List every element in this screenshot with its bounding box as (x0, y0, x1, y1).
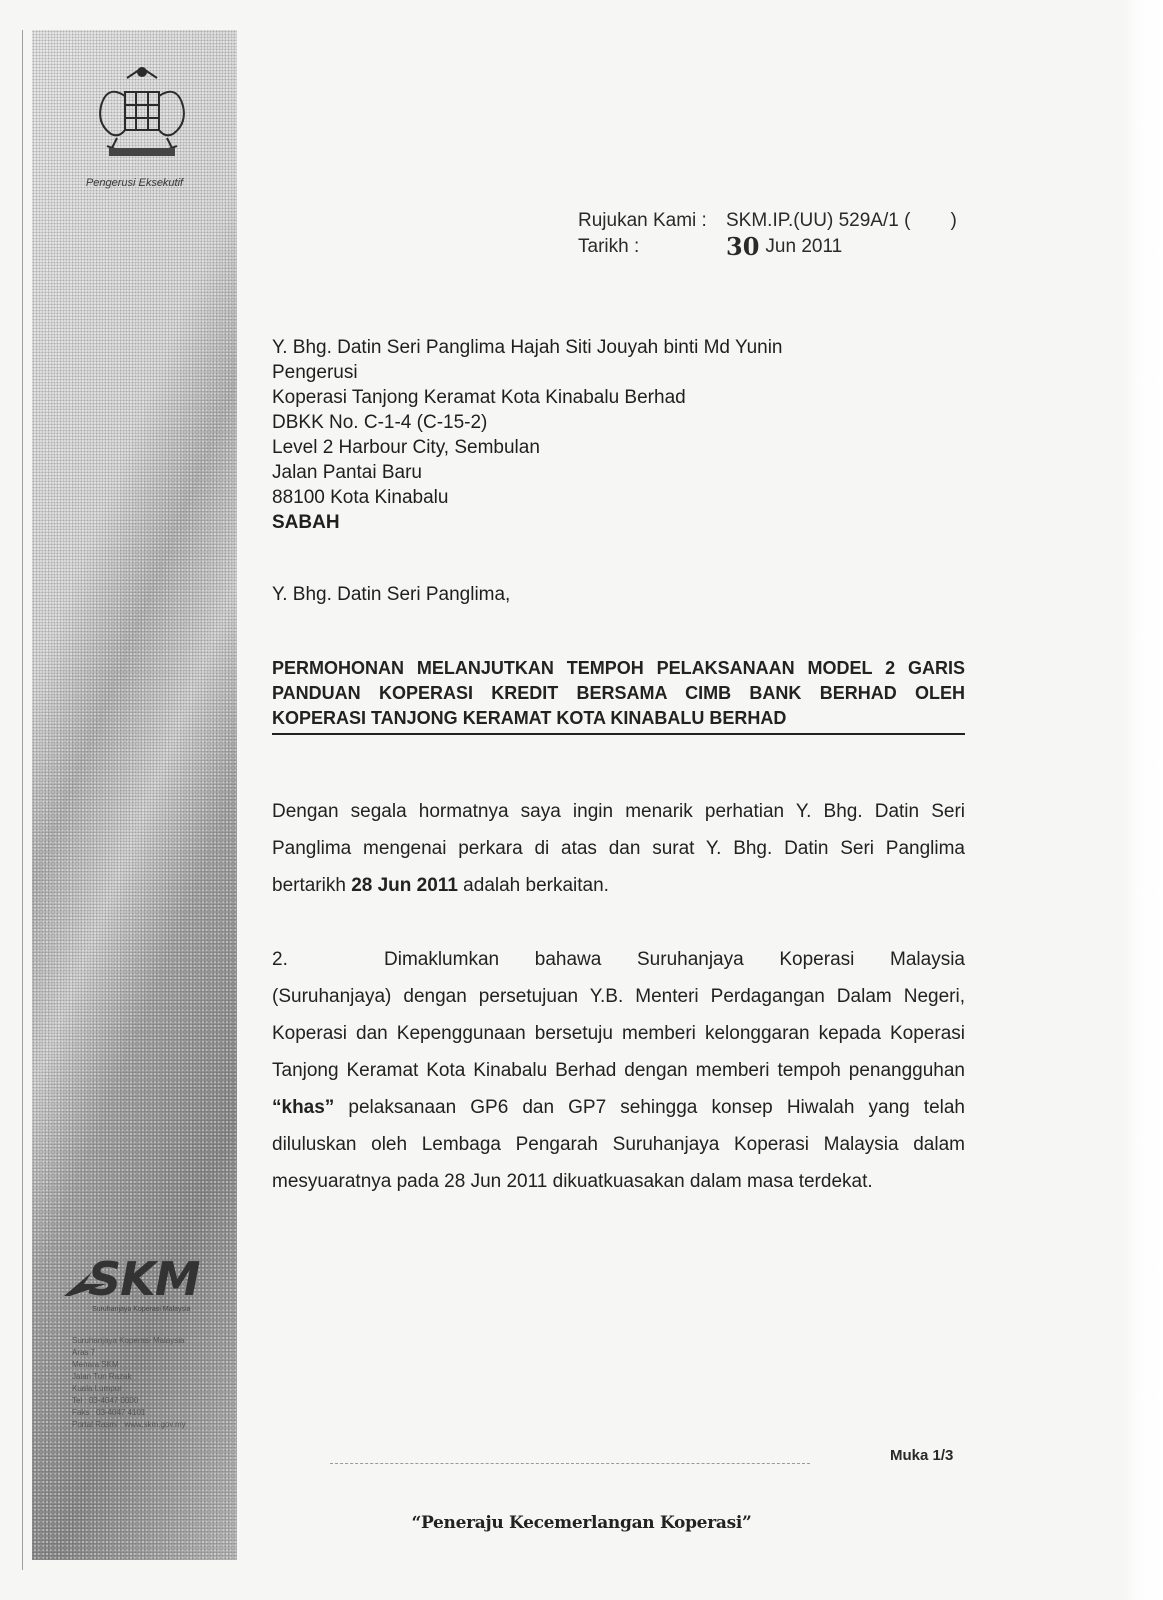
skm-logo-text: SKM (88, 1252, 200, 1306)
recipient-line: Level 2 Harbour City, Sembulan (272, 437, 540, 458)
recipient-line: 88100 Kota Kinabalu (272, 487, 449, 508)
executive-chairman-label: Pengerusi Eksekutif (85, 177, 184, 189)
reference-close: ) (950, 210, 957, 231)
paragraph-1-text: Dengan segala hormatnya saya ingin menarik perhatian Y. Bhg. Datin Seri Panglima mengenai perkara di atas dan surat Y. Bhg. Datin Seri Panglima bertarikh (272, 801, 965, 896)
binding-rule (22, 30, 23, 1570)
footer-motto: “Peneraju Kecemerlangan Koperasi” (411, 1513, 752, 1533)
recipient-state: SABAH (272, 512, 340, 533)
address-line: Faks : 03-4047 4101 (72, 1408, 146, 1417)
skm-logo (62, 1252, 232, 1322)
paragraph-1-end: adalah berkaitan. (457, 875, 609, 896)
sidebar-address (72, 1335, 232, 1431)
address-line: Jalan Tun Razak (72, 1372, 132, 1381)
address-line: Kuala Lumpur (72, 1384, 122, 1393)
paragraph-2-end: pelaksanaan GP6 dan GP7 sehingga konsep Hiwalah yang telah diluluskan oleh Lembaga Pengarah Suruhanjaya Koperasi Malaysia dalam mesyuaratnya pada 28 Jun 2011 dikuatkuasakan dalam masa terdekat. (272, 1097, 965, 1192)
handwritten-day: 30 (726, 232, 760, 261)
reference-block (578, 208, 957, 260)
address-line: Portal Rasmi : www.skm.gov.my (72, 1420, 186, 1429)
recipient-line: Pengerusi (272, 362, 358, 383)
reference-value: SKM.IP.(UU) 529A/1 ( (726, 210, 911, 231)
paragraph-1-date: 28 Jun 2011 (351, 875, 458, 896)
coat-of-arms-icon (87, 60, 197, 170)
page-edge (1123, 0, 1163, 1600)
recipient-line: Koperasi Tanjong Keramat Kota Kinabalu Berhad (272, 387, 686, 408)
letter-subject: PERMOHONAN MELANJUTKAN TEMPOH PELAKSANAAN MODEL 2 GARIS PANDUAN KOPERASI KREDIT BERSAMA CIMB BANK BERHAD OLEH KOPERASI TANJONG KERAMAT KOTA KINABALU BERHAD (272, 656, 965, 735)
paragraph-2-text: Dimaklumkan bahawa Suruhanjaya Koperasi Malaysia (Suruhanjaya) dengan persetujuan Y.B. Menteri Perdagangan Dalam Negeri, Koperasi dan Kepenggunaan bersetuju memberi kelonggaran kepada Koperasi Tanjong Keramat Kota Kinabalu Berhad dengan memberi tempoh penangguhan (272, 949, 965, 1081)
recipient-line: DBKK No. C-1-4 (C-15-2) (272, 412, 488, 433)
page-number: Muka 1/3 (890, 1447, 954, 1464)
recipient-line: Jalan Pantai Baru (272, 462, 422, 483)
footer-divider (330, 1463, 810, 1464)
paragraph-2-number: 2. (272, 949, 288, 970)
address-line: Tel : 03-4047 0000 (72, 1396, 139, 1405)
date-label: Tarikh : (578, 236, 640, 257)
skm-logo-fullname: Suruhanjaya Koperasi Malaysia (92, 1306, 191, 1313)
address-line: Aras 7 (72, 1348, 96, 1357)
date-row (578, 234, 957, 260)
salutation: Y. Bhg. Datin Seri Panglima, (272, 584, 511, 605)
address-line: Suruhanjaya Koperasi Malaysia (72, 1336, 185, 1345)
paragraph-2-emphasis: “khas” (272, 1097, 335, 1118)
recipient-line: Y. Bhg. Datin Seri Panglima Hajah Siti Jouyah binti Md Yunin (272, 337, 783, 358)
recipient-address (272, 335, 783, 535)
date-month-year: Jun 2011 (765, 236, 843, 257)
letterhead-sidebar (32, 30, 237, 1560)
paragraph-1 (272, 793, 965, 904)
address-line: Menara SKM (72, 1360, 119, 1369)
reference-label: Rujukan Kami : (578, 210, 707, 231)
reference-row (578, 208, 957, 234)
paragraph-2 (272, 941, 965, 1200)
